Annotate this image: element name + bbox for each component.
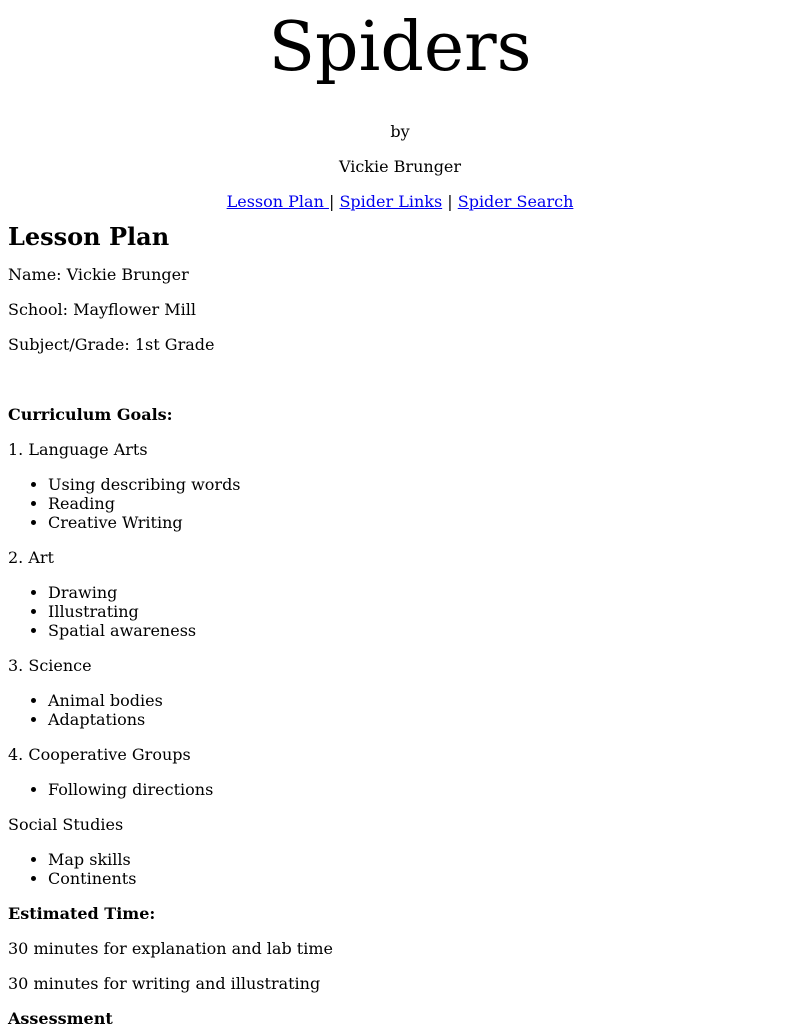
by-label: by [390, 122, 410, 141]
goal-list [8, 850, 792, 888]
list-item: • Map skills [48, 850, 792, 869]
lesson-plan-heading: Lesson Plan [8, 222, 170, 251]
list-item: • Continents [48, 869, 792, 888]
goal-list [8, 475, 792, 532]
time-item: 30 minutes for writing and illustrating [8, 974, 321, 993]
nav-separator: | [328, 192, 340, 211]
blank-line [8, 354, 792, 389]
teacher-name: Name: Vickie Brunger [8, 265, 189, 284]
curriculum-goals-heading: Curriculum Goals: [8, 405, 173, 424]
list-item: • Drawing [48, 583, 792, 602]
goal-heading: 4. Cooperative Groups [8, 745, 191, 764]
author-name: Vickie Brunger [338, 157, 462, 176]
school-name: School: Mayflower Mill [8, 300, 196, 319]
list-item: • Following directions [48, 780, 792, 799]
estimated-time-heading: Estimated Time: [8, 904, 156, 923]
subject-grade: Subject/Grade: 1st Grade [8, 335, 215, 354]
list-item: • Illustrating [48, 602, 792, 621]
goal-heading: 3. Science [8, 656, 92, 675]
time-item: 30 minutes for explanation and lab time [8, 939, 333, 958]
nav-bar [8, 192, 792, 211]
goal-list [8, 691, 792, 729]
nav-link-spider-search[interactable]: Spider Search [457, 192, 574, 211]
list-item: • Animal bodies [48, 691, 792, 710]
nav-separator: | [442, 192, 458, 211]
list-item: • Using describing words [48, 475, 792, 494]
goal-heading: Social Studies [8, 815, 124, 834]
list-item: • Spatial awareness [48, 621, 792, 640]
list-item: • Adaptations [48, 710, 792, 729]
goal-list [8, 780, 792, 799]
list-item: • Reading [48, 494, 792, 513]
nav-link-lesson-plan[interactable]: Lesson Plan [226, 192, 329, 211]
page-title: Spiders [268, 8, 532, 87]
goal-heading: 2. Art [8, 548, 54, 567]
nav-link-spider-links[interactable]: Spider Links [339, 192, 443, 211]
goal-heading: 1. Language Arts [8, 440, 148, 459]
list-item: • Creative Writing [48, 513, 792, 532]
assessment-heading: Assessment [8, 1009, 113, 1024]
goal-list [8, 583, 792, 640]
